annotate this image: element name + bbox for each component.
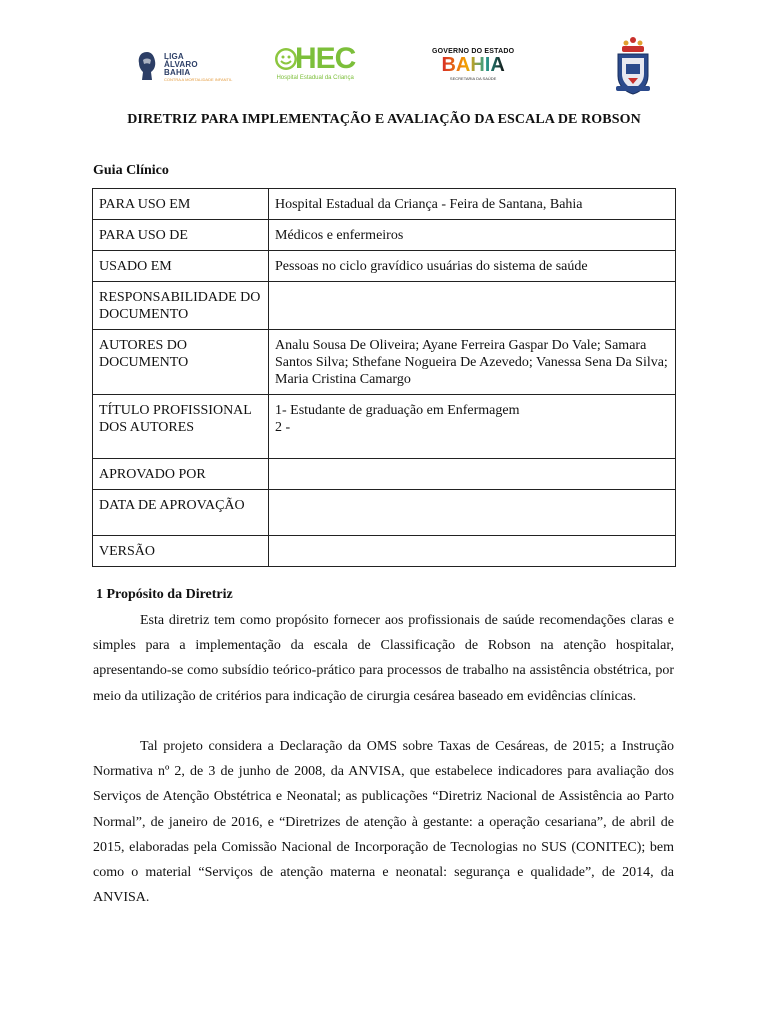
liga-line1: LIGA — [164, 51, 184, 61]
table-row — [93, 282, 676, 330]
uefs-emblem-logo — [612, 34, 654, 96]
table-row — [93, 330, 676, 395]
row-value: Analu Sousa De Oliveira; Ayane Ferreira Gaspar Do Vale; Samara Santos Silva; Sthefane Nogueira De Azevedo; Vanessa Sena Da Silva; Maria Cristina Camargo — [269, 330, 676, 395]
table-row — [93, 459, 676, 490]
liga-tagline: CONTRA A MORTALIDADE INFANTIL — [164, 76, 233, 82]
document-title: DIRETRIZ PARA IMPLEMENTAÇÃO E AVALIAÇÃO DA ESCALA DE ROBSON — [127, 112, 641, 127]
governo-top: GOVERNO DO ESTADO — [432, 48, 515, 55]
liga-line3: BAHIA — [164, 67, 191, 77]
table-row — [93, 220, 676, 251]
section-paragraph-2: Tal projeto considera a Declaração da OMS sobre Taxas de Cesáreas, de 2015; a Instrução Normativa nº 2, de 3 de junho de 2008, da ANVISA, que estabelece indicadores para avaliação dos Serviços de Atenção Obstétrica e Neonatal; as publicações “Diretriz Nacional de Assistência ao Parto Normal”, de janeiro de 2016, e “Diretrizes de atenção à gestante: a operação cesariana”, de abril de 2015, elaboradas pela Comissão Nacional de Incorporação de Tecnologias no SUS (CONITEC); bem como o material “Serviços de atenção materna e neonatal: segurança e qualidade”, de 2014, da ANVISA. — [93, 739, 674, 906]
row-key: AUTORES DO DOCUMENTO — [93, 330, 269, 395]
table-row — [93, 536, 676, 567]
header-logos — [0, 30, 768, 100]
governo-sub: SECRETARIA DA SAÚDE — [449, 76, 497, 81]
portrait-icon — [134, 50, 160, 84]
row-value: Pessoas no ciclo gravídico usuárias do sistema de saúde — [269, 251, 676, 282]
hec-subtitle: Hospital Estadual da Criança — [276, 75, 354, 81]
governo-name: BAHIA — [441, 54, 505, 76]
table-row — [93, 490, 676, 536]
row-value — [269, 282, 676, 330]
row-key: DATA DE APROVAÇÃO — [93, 490, 269, 536]
row-value — [269, 536, 676, 567]
row-value: Hospital Estadual da Criança - Feira de Santana, Bahia — [269, 189, 676, 220]
document-info-table — [92, 188, 676, 567]
hec-logo — [275, 44, 355, 81]
row-value — [269, 395, 676, 459]
smile-icon — [275, 48, 297, 70]
row-key: RESPONSABILIDADE DO DOCUMENTO — [93, 282, 269, 330]
row-key: TÍTULO PROFISSIONAL DOS AUTORES — [93, 395, 269, 459]
governo-bahia-logo — [432, 48, 514, 81]
table-row — [93, 189, 676, 220]
hec-mark-text: HEC — [295, 42, 356, 75]
row-value: Médicos e enfermeiros — [269, 220, 676, 251]
row-value — [269, 459, 676, 490]
row-key: PARA USO DE — [93, 220, 269, 251]
liga-line2: ÁLVARO — [164, 59, 198, 69]
row-key: APROVADO POR — [93, 459, 269, 490]
guide-label: Guia Clínico — [93, 163, 169, 178]
coat-of-arms-icon — [612, 34, 654, 96]
section-paragraph-1: Esta diretriz tem como propósito fornecer aos profissionais de saúde recomendações claras e simples para a implementação da escala de Classificação de Robson na atenção hospitalar, apresentando-se como subsídio teórico-prático para processos de trabalho na assistência obstétrica, por meio da utilização de critérios para indicação de cirurgia cesárea baseado em evidências clínicas. — [93, 613, 674, 704]
liga-alvaro-bahia-logo — [134, 50, 232, 84]
row-value — [269, 490, 676, 536]
row-value-line2: 2 - — [275, 420, 291, 435]
row-key: VERSÃO — [93, 536, 269, 567]
row-value-line1: 1- Estudante de graduação em Enfermagem — [275, 403, 520, 418]
row-key: USADO EM — [93, 251, 269, 282]
table-row — [93, 251, 676, 282]
table-row — [93, 395, 676, 459]
section-heading: 1 Propósito da Diretriz — [96, 587, 233, 602]
row-key: PARA USO EM — [93, 189, 269, 220]
